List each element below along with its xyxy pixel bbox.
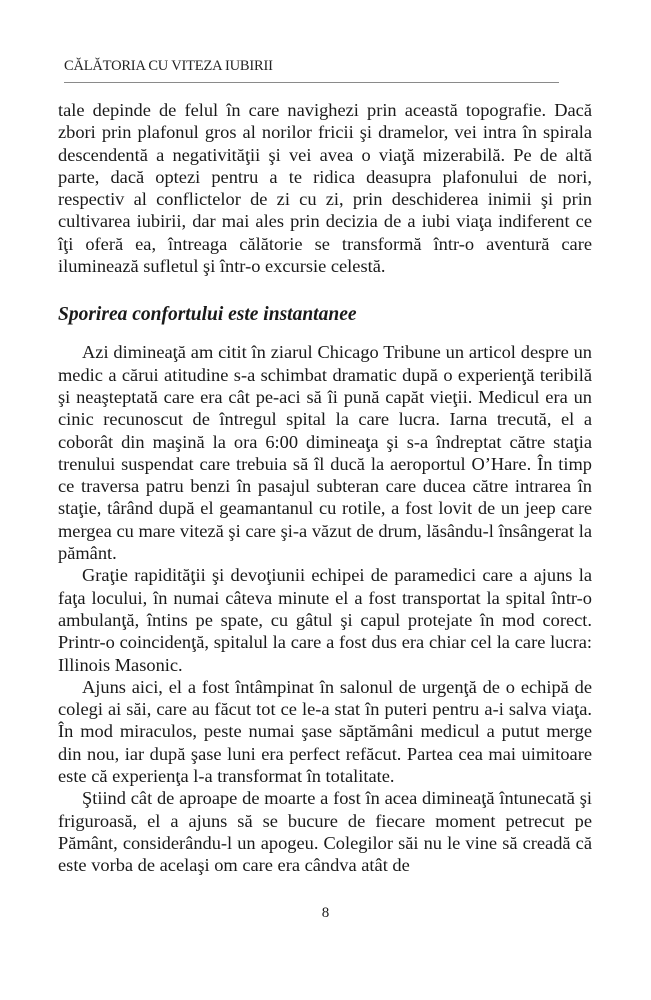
body-paragraph: Ajuns aici, el a fost întâmpinat în salonul de urgenţă de o echipă de colegi ai săi, care au făcut tot ce le-a stat în puteri pentru a-i salva viaţa. În mod miraculos, peste numai şase săptămâni medicul a putut merge din nou, iar după şase luni era perfect refăcut. Partea cea mai uimitoare este că experienţa l-a transformat în totalitate.: [58, 676, 592, 787]
page-body: [58, 99, 592, 877]
section-heading: Sporirea confortului este instantanee: [58, 304, 357, 326]
running-header-title: CĂLĂTORIA CU VITEZA IUBIRII: [64, 58, 273, 74]
body-paragraph: Ştiind cât de aproape de moarte a fost în acea dimineaţă întunecată şi friguroasă, el a ajuns să se bucure de fiecare moment petrecut pe Pământ, considerându-l un apogeu. Colegilor săi nu le vine să creadă că este vorba de acelaşi om care era cândva atât de: [58, 788, 592, 876]
body-paragraph: Azi dimineaţă am citit în ziarul Chicago Tribune un articol despre un medic a cărui atitudine s-a schimbat dramatic după o experienţă teribilă şi neaşteptată care era cât pe-aci să îi pună capăt vieţii. Medicul era un cinic recunoscut de întregul spital la care lucra. Iarna trecută, el a coborât din maşină la ora 6:00 dimineaţa şi s-a îndreptat către staţia trenului suspendat care trebuia să îl ducă la aeroportul O’Hare. În timp ce traversa patru benzi în pasajul subteran care ducea către intrarea în staţie, târând după el geamantanul cu rotile, a fost lovit de un jeep care mergea cu mare viteză şi care şi-a văzut de drum, lăsându-l însângerat la pământ.: [58, 342, 592, 564]
header-divider: [64, 82, 559, 83]
page-number: 8: [321, 905, 330, 921]
body-paragraph: Graţie rapidităţii şi devoţiunii echipei de paramedici care a ajuns la faţa locului, în numai câteva minute el a fost transportat la spital într-o ambulanţă, întins pe spate, cu gâtul şi capul protejate în mod corect. Printr-o coincidenţă, spitalul la care a fost dus era chiar cel la care lucra: Illinois Masonic.: [58, 565, 592, 675]
body-paragraph: tale depinde de felul în care navighezi prin această topografie. Dacă zbori prin plafonul gros al norilor fricii şi dramelor, vei intra în spirala descendentă a negativităţii şi vei avea o viaţă mizerabilă. Pe de altă parte, dacă optezi pentru a te ridica deasupra plafonului de nori, respectiv al conflictelor de zi cu zi, prin deschiderea inimii şi prin cultivarea iubirii, dar mai ales prin decizia de a iubi viaţa indiferent ce îţi oferă ea, întreaga călătorie se transformă într-o aventură care iluminează sufletul şi într-o excursie celestă.: [58, 100, 592, 277]
